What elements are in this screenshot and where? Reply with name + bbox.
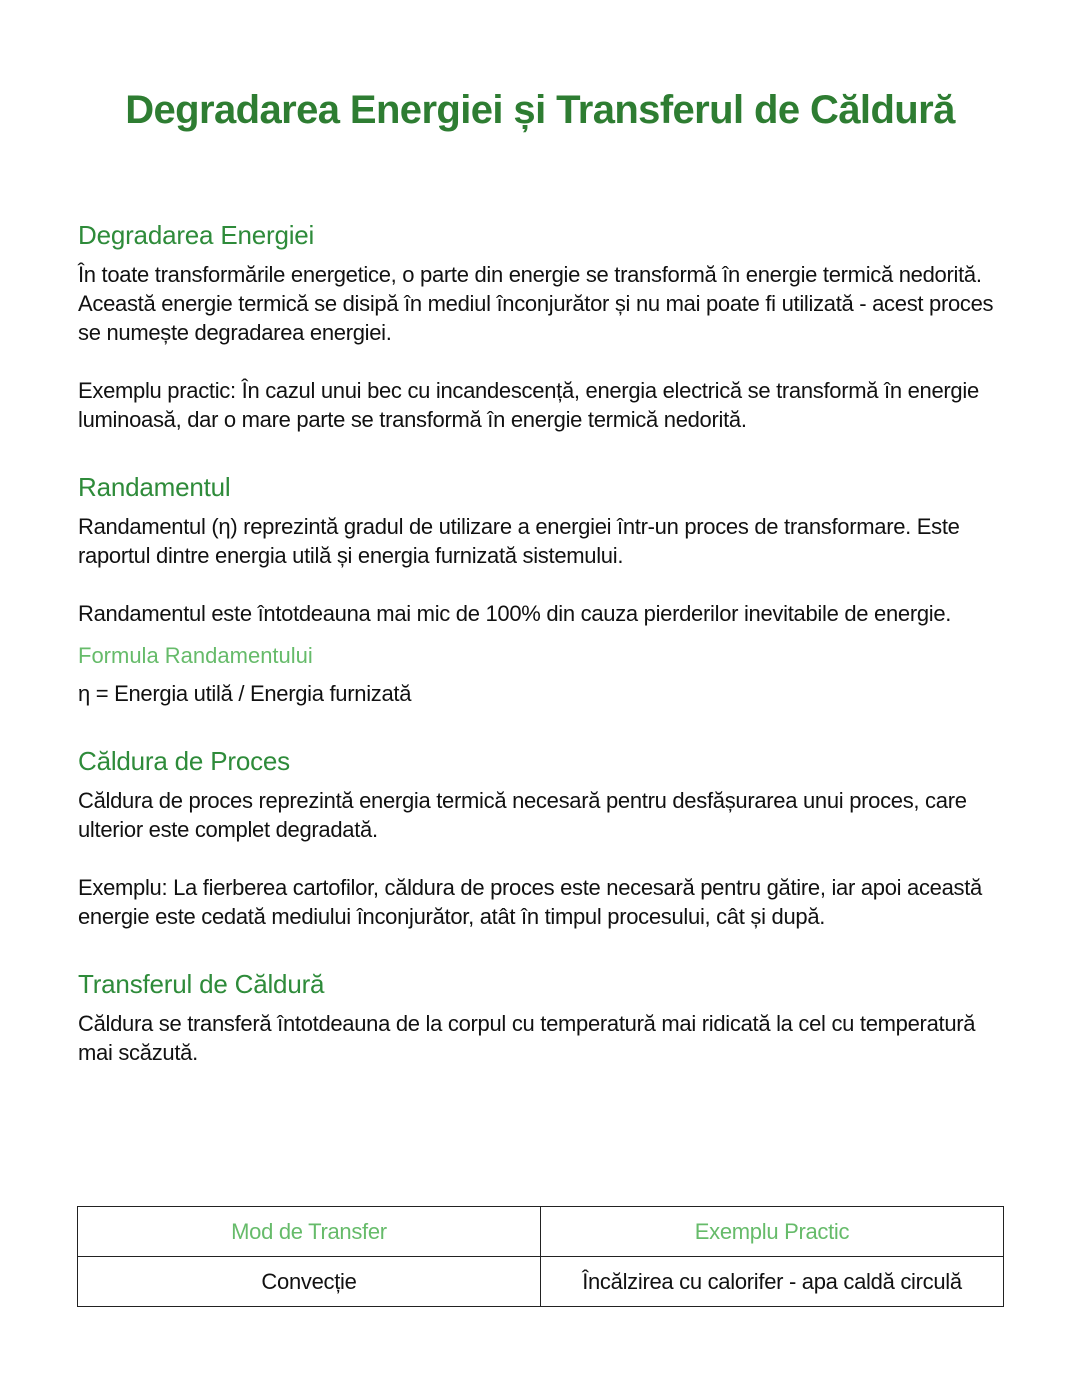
column-header: Mod de Transfer bbox=[78, 1207, 541, 1257]
paragraph: Exemplu practic: În cazul unui bec cu incandescență, energia electrică se transformă în energie luminoasă, dar o mare parte se transformă în energie termică nedorită. bbox=[78, 378, 979, 432]
table-row bbox=[78, 1257, 1004, 1307]
section-caldura-de-proces bbox=[78, 744, 1008, 931]
section-randamentul bbox=[78, 470, 1008, 708]
paragraph: Randamentul (η) reprezintă gradul de utilizare a energiei într-un proces de transformare. Este raportul dintre energia utilă și energia furnizată sistemului. bbox=[78, 514, 960, 568]
formula-text: η = Energia utilă / Energia furnizată bbox=[78, 681, 412, 706]
table-cell: Convecție bbox=[78, 1257, 541, 1307]
paragraph: Randamentul este întotdeauna mai mic de 100% din cauza pierderilor inevitabile de energie. bbox=[78, 601, 952, 626]
table-header-row bbox=[78, 1207, 1004, 1257]
subheading-formula: Formula Randamentului bbox=[78, 643, 313, 668]
table-cell: Încălzirea cu calorifer - apa caldă circulă bbox=[541, 1257, 1004, 1307]
paragraph: Exemplu: La fierberea cartofilor, căldura de proces este necesară pentru gătire, iar apoi această energie este cedată mediului înconjurător, atât în timpul procesului, cât și după. bbox=[78, 875, 982, 929]
section-heading: Transferul de Căldură bbox=[78, 969, 325, 999]
page-title: Degradarea Energiei și Transferul de Căldură bbox=[125, 88, 955, 132]
document-body bbox=[78, 218, 1008, 1085]
paragraph: Căldura de proces reprezintă energia termică necesară pentru desfășurarea unui proces, care ulterior este complet degradată. bbox=[78, 788, 967, 842]
paragraph: În toate transformările energetice, o parte din energie se transformă în energie termică nedorită. Această energie termică se disipă în mediul înconjurător și nu mai poate fi utilizată - acest proces se numește degradarea energiei. bbox=[78, 262, 994, 345]
section-heading: Randamentul bbox=[78, 472, 231, 502]
section-heading: Căldura de Proces bbox=[78, 746, 290, 776]
column-header: Exemplu Practic bbox=[541, 1207, 1004, 1257]
section-heading: Degradarea Energiei bbox=[78, 220, 315, 250]
paragraph: Căldura se transferă întotdeauna de la corpul cu temperatură mai ridicată la cel cu temperatură mai scăzută. bbox=[78, 1011, 976, 1065]
section-degradarea-energiei bbox=[78, 218, 1008, 434]
heat-transfer-table bbox=[77, 1206, 1004, 1307]
section-transferul-de-caldura bbox=[78, 967, 1008, 1067]
